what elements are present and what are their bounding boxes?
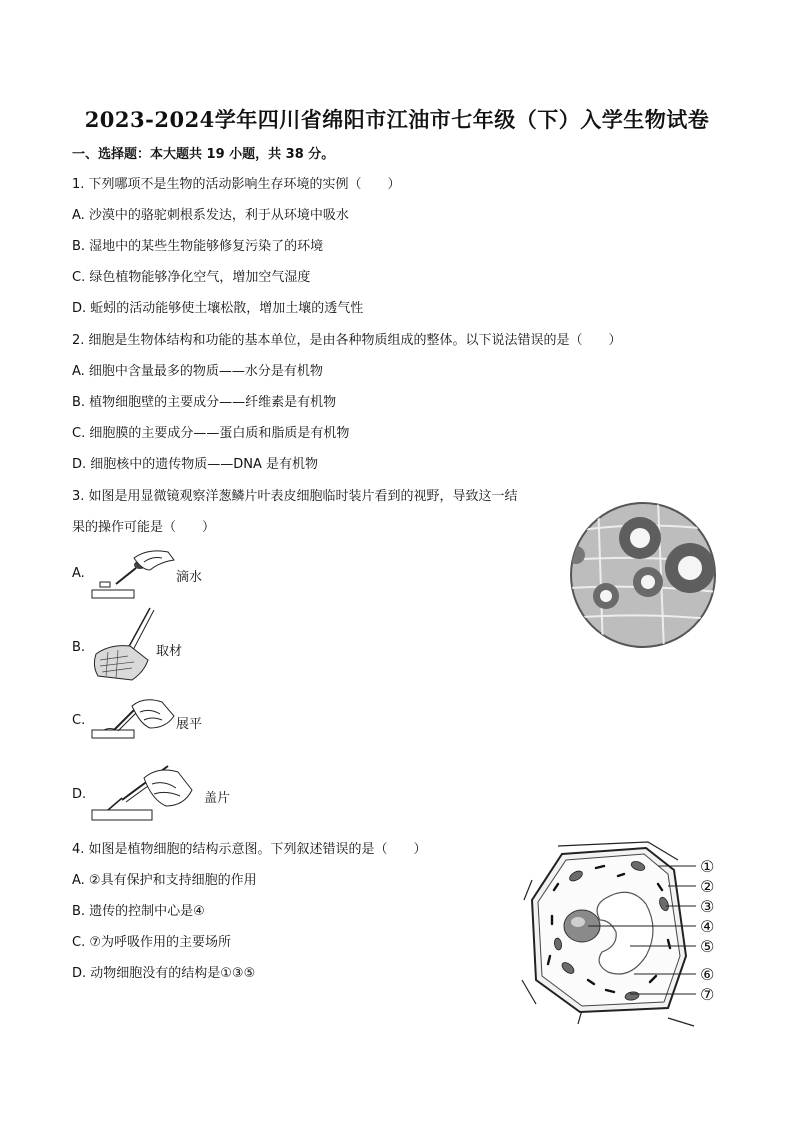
- plant-cell-diagram: [518, 840, 728, 1030]
- q1-option-c: C. 绿色植物能够净化空气，增加空气湿度: [72, 270, 311, 285]
- spreading-illustration: [88, 694, 178, 746]
- q3-option-c-letter: C.: [72, 713, 86, 728]
- cell-label-3: ③: [700, 897, 715, 916]
- q3-option-c-label: 展平: [176, 717, 203, 732]
- q4-option-c: C. ⑦为呼吸作用的主要场所: [72, 935, 231, 950]
- q2-option-d: D. 细胞核中的遗传物质——DNA 是有机物: [72, 457, 319, 472]
- q1-option-b: B. 湿地中的某些生物能够修复污染了的环境: [72, 239, 324, 254]
- cell-label-6: ⑥: [700, 965, 715, 984]
- q2-option-c: C. 细胞膜的主要成分——蛋白质和脂质是有机物: [72, 426, 350, 441]
- q1-option-d: D. 蚯蚓的活动能够使土壤松散，增加土壤的透气性: [72, 301, 364, 316]
- q3-option-a-letter: A.: [72, 566, 85, 581]
- q2-option-a: A. 细胞中含量最多的物质——水分是有机物: [72, 364, 323, 379]
- dropping-water-illustration: [88, 548, 178, 604]
- q4-option-a: A. ②具有保护和支持细胞的作用: [72, 873, 257, 888]
- section-heading: 一、选择题：本大题共 19 小题，共 38 分。: [72, 147, 335, 162]
- q3-option-b-letter: B.: [72, 640, 86, 655]
- q3-option-b-label: 取材: [156, 644, 183, 659]
- q4-option-d: D. 动物细胞没有的结构是①③⑤: [72, 966, 256, 981]
- cell-label-7: ⑦: [700, 985, 715, 1004]
- cell-label-1: ①: [700, 857, 715, 876]
- q2-stem: 2. 细胞是生物体结构和功能的基本单位，是由各种物质组成的整体。以下说法错误的是（ ）: [72, 333, 622, 348]
- q3-option-a-label: 滴水: [176, 570, 203, 585]
- placing-coverslip-illustration: [88, 760, 200, 828]
- q4-stem: 4. 如图是植物细胞的结构示意图。下列叙述错误的是（ ）: [72, 842, 427, 857]
- microscope-view-figure: [568, 500, 718, 650]
- q1-option-a: A. 沙漠中的骆驼刺根系发达，利于从环境中吸水: [72, 208, 349, 223]
- cell-label-5: ⑤: [700, 937, 715, 956]
- q4-option-b: B. 遗传的控制中心是④: [72, 904, 205, 919]
- q3-option-d-letter: D.: [72, 787, 87, 802]
- exam-title: 2023-2024学年四川省绵阳市江油市七年级（下）入学生物试卷: [84, 107, 710, 132]
- taking-material-illustration: [88, 606, 158, 684]
- q3-option-d-label: 盖片: [204, 791, 231, 806]
- q1-stem: 1. 下列哪项不是生物的活动影响生存环境的实例（ ）: [72, 177, 401, 192]
- q3-stem-line2: 果的操作可能是（ ）: [72, 520, 216, 535]
- cell-label-2: ②: [700, 877, 715, 896]
- q2-option-b: B. 植物细胞壁的主要成分——纤维素是有机物: [72, 395, 337, 410]
- q3-stem-line1: 3. 如图是用显微镜观察洋葱鳞片叶表皮细胞临时装片看到的视野，导致这一结: [72, 489, 518, 504]
- cell-label-4: ④: [700, 917, 715, 936]
